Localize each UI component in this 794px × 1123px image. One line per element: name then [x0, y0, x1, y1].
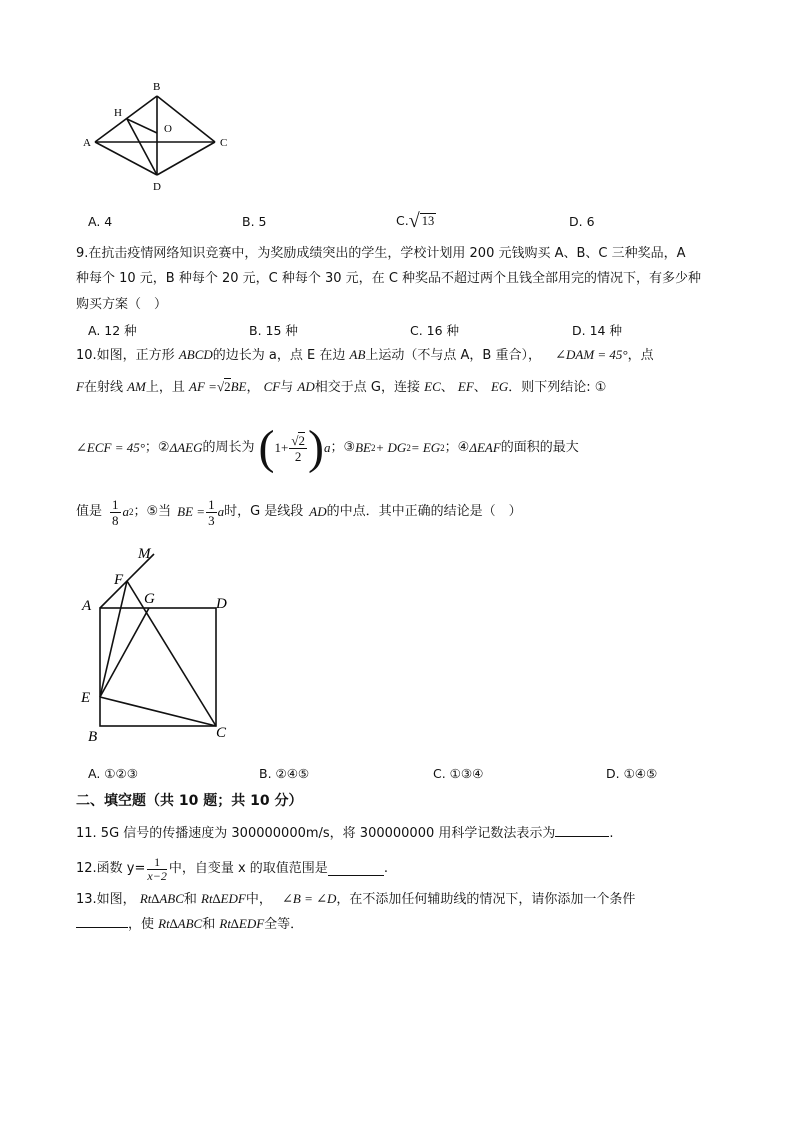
q9-line-1: 9.在抗击疫情网络知识竞赛中，为奖励成绩突出的学生，学校计划用 200 元钱购买 A、B、C 三种奖品，A — [76, 246, 686, 261]
q10-line-4: 值是 $\frac{1}{8}$ a 2 ；⑤当 BE = $\frac{1}{3}$ a 时，G 是线段 AD 的中点．其中正确的结论是（ ） — [76, 496, 522, 528]
q9-option-a[interactable]: A. 12 种 — [88, 323, 137, 338]
q8-label-B: B — [153, 81, 161, 93]
q10-label-A: A — [82, 598, 92, 614]
q8-edge-AB — [95, 96, 157, 142]
q10-line-FE — [100, 581, 127, 697]
q10-option-a[interactable]: A. ①②③ — [88, 766, 138, 781]
q10-line-FC — [127, 581, 216, 726]
q8-option-b[interactable]: B. 5 — [242, 214, 267, 229]
q8-edge-BC — [157, 96, 215, 142]
q10-square-figure — [78, 540, 248, 750]
q8-label-D: D — [153, 181, 161, 193]
q8-label-H: H — [114, 107, 122, 119]
q10-line-3: ∠ECF = 45° ；② ΔAEG 的周长为 ( 1+ $\frac{√2}{2}$ ) a ；③ BE 2 + DG 2 = EG 2 ；④ ΔEAF 的面积的最大 — [76, 421, 579, 474]
q8-option-a[interactable]: A. 4 — [88, 214, 113, 229]
q8-edge-CD — [157, 142, 215, 175]
q10-label-M: M — [138, 546, 151, 562]
q12-line: 12.函数 y= $\frac{1}{x-2}$ 中，自变量 x 的取值范围是 . — [76, 854, 388, 883]
q8-option-d[interactable]: D. 6 — [569, 214, 595, 229]
q9-option-d[interactable]: D. 14 种 — [572, 323, 622, 338]
q10-label-C: C — [216, 725, 227, 741]
q10-line-2: F在射线 AM上，且 AF =√2BE， CF与 AD相交于点 G，连接 EC、 EF、 EG．则下列结论: ① — [76, 379, 607, 395]
q10-line-EG — [100, 608, 149, 697]
q13-answer-blank[interactable] — [76, 915, 128, 928]
q10-option-b[interactable]: B. ②④⑤ — [259, 766, 310, 781]
q11-line: 11. 5G 信号的传播速度为 300000000m/s，将 300000000 用科学记数法表示为 . — [76, 826, 614, 841]
section-title-fill-in: 二、填空题（共 10 题；共 10 分） — [76, 793, 303, 809]
q11-answer-blank[interactable] — [555, 824, 609, 837]
q8-option-c-radicand: 13 — [421, 214, 435, 228]
q10-line-EC — [100, 697, 216, 726]
q12-answer-blank[interactable] — [328, 863, 384, 876]
q8-label-A: A — [83, 137, 91, 149]
q9-option-b[interactable]: B. 15 种 — [249, 323, 298, 338]
q10-label-E: E — [81, 690, 91, 706]
q10-option-d[interactable]: D. ①④⑤ — [606, 766, 658, 781]
q9-option-c[interactable]: C. 16 种 — [410, 323, 460, 338]
q8-rhombus-figure — [80, 76, 240, 196]
q8-label-O: O — [164, 123, 172, 135]
q10-label-G: G — [144, 591, 155, 607]
q10-label-B: B — [88, 729, 98, 745]
q13-line-1: 13.如图， Rt∆ABC和 Rt∆EDF中， ∠B = ∠D，在不添加任何辅助线的情况下，请你添加一个条件 — [76, 891, 636, 907]
q9-line-2: 种每个 10 元，B 种每个 20 元，C 种每个 30 元，在 C 种奖品不超过两个且钱全部用完的情况下，有多少种 — [76, 271, 702, 286]
q9-line-3: 购买方案（ ） — [76, 297, 168, 312]
q10-label-D: D — [216, 596, 227, 612]
q13-line-2: ，使 Rt∆ABC和 Rt∆EDF全等． — [76, 915, 303, 934]
q8-option-c[interactable]: C.√ 13 — [396, 210, 435, 232]
q10-label-F: F — [114, 572, 124, 588]
q10-option-c[interactable]: C. ①③④ — [433, 766, 484, 781]
q8-label-C: C — [220, 137, 228, 149]
q10-line-1: 10.如图，正方形 ABCD的边长为 a，点 E 在边 AB上运动（不与点 A，B 重合）， ∠DAM = 45°，点 — [76, 347, 654, 363]
q8-option-c-prefix: C. — [396, 213, 409, 228]
